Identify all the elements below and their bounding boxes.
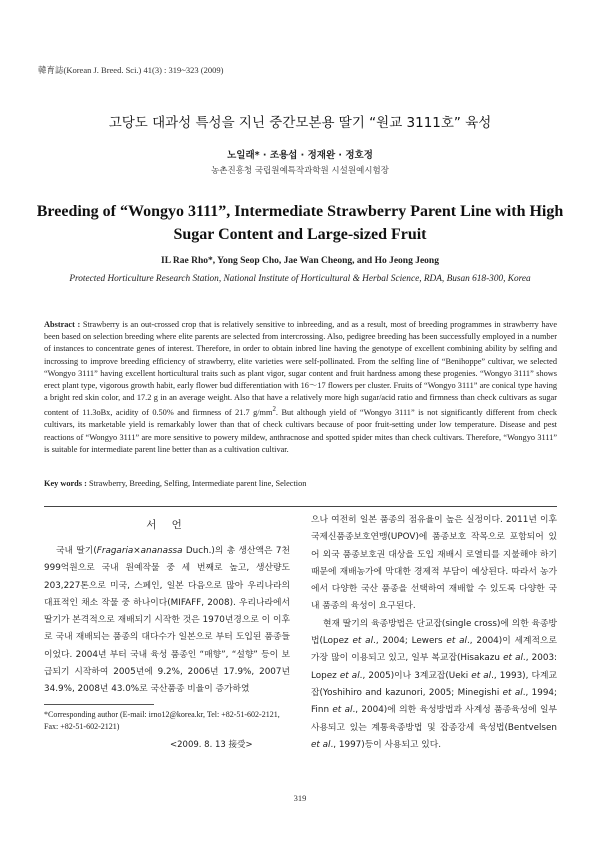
right-text: ., 1994; Finn (311, 687, 557, 716)
et-al: et al (503, 653, 523, 664)
right-column (311, 512, 557, 754)
et-al: et al (352, 636, 374, 647)
keywords-text: Strawberry, Breeding, Selfing, Intermediate parent line, Selection (88, 479, 307, 488)
et-al: et al (502, 687, 523, 698)
right-text: ., 2004; Lewers (373, 636, 447, 647)
et-al: et al (332, 705, 353, 716)
right-paragraph-2 (311, 616, 557, 754)
footnote-rule (44, 704, 154, 705)
journal-citation: 韓育誌(Korean J. Breed. Sci.) 41(3) : 319~323 (2009) (38, 65, 224, 75)
right-paragraph-1: 으나 여전히 일본 품종의 점유율이 높은 실정이다. 2011년 이후 국제신품종보호연맹(UPOV)에 품종보호 작목으로 포함되어 있어 외국 품종보호권 대상을 도입 재배시 로열티를 지불해야 하기 때문에 재배농가에 막대한 경제적 부담이 예상된다. 따라서 농가에서 다양한 국산 품종을 선택하여 재배할 수 있도록 다양한 국내 품종의 육성이 요구된다. (311, 515, 557, 612)
corresponding-author-footnote: *Corresponding author (E-mail: irno12@korea.kr, Tel: +82-51-602-2121, Fax: +82-51-602-2121) (44, 710, 280, 731)
received-date: <2009. 8. 13 接受> (170, 740, 253, 750)
left-column-paragraph (44, 543, 290, 699)
korean-title: 고당도 대과성 특성을 지닌 중간모본용 딸기 “원교 3111호” 육성 (108, 115, 492, 131)
left-text-b: Duch.)의 총 생산액은 7천 999억원으로 국내 원예작물 중 세 번째로 높고, 생산량도 203,227톤으로 미국, 스페인, 일본 다음으로 많아 우리나라의 대표적인 채소 작물 중 하나이다(MIFAFF, 2008). 우리나라에서 딸기가 본격적으로 재배되기 시작한 것은 1970년경으로 이 이후로 국내 재배되는 품종의 대다수가 일본으로 부터 도입된 품종들이었다. 2004년 부터 국내 육성 품종인 “매향”, “설향” 등이 보급되기 시작하여 2005년에 9.2%, 2006년 17.9%, 2007년 34.9%, 2008년 43.0%로 국산품종 비율이 증가하였 (44, 546, 290, 695)
abstract-superscript: 2 (272, 406, 276, 414)
et-al: et al (446, 636, 467, 647)
keywords (44, 479, 557, 488)
english-authors: IL Rae Rho*, Yong Seop Cho, Jae Wan Cheong, and Ho Jeong Jeong (161, 256, 439, 266)
keywords-label: Key words : (44, 479, 87, 488)
page-number: 319 (293, 793, 307, 803)
left-text-a: 국내 딸기( (56, 546, 97, 556)
section-divider (44, 506, 557, 507)
species-name: Fragaria×ananassa (96, 546, 183, 556)
korean-affiliation: 농촌진흥청 국립원예특작과학원 시설원예시험장 (211, 166, 389, 176)
abstract (44, 319, 557, 456)
et-al: et al (339, 670, 360, 681)
right-text: ., 1997)등이 사용되고 있다. (330, 739, 442, 750)
english-affiliation: Protected Horticulture Research Station, National Institute of Horticultural & Herbal Science, RDA, Busan 618-300, Korea (69, 274, 531, 284)
right-text: 현재 딸기의 육종방법은 단교잡(single cross)에 의한 육종방법(Lopez (311, 618, 557, 647)
abstract-label: Abstract : (44, 320, 81, 329)
abstract-text-a: Strawberry is an out-crossed crop that is relatively sensitive to inbreeding, and as a result, most of breeding programmes in strawberry have been based on selection breeding where elite parents are selected from intercrossing. Also, pedigree breeding has been successfully employed in a number of instances to concentrate genes of interest. Therefore, in order to obtain inbred line having the genotype of excellent combining ability by selfing and incrossing to improve breeding efficiency of strawberry, elite varieties were self-pollinated. From the selfing line of “Benihoppe” cultivar, we selected “Wongyo 3111” having excellent horticultural traits such as plant vigor, sugar content and fruit hardness among these progenies. “Wongyo 3111” shows erect plant type, vigorous growth habit, early flower bud differentiation with 16～17 flowers per cluster. Fruits of “Wongyo 3111” are conical type having a bright red skin color, and 17.2 g in an average weight. Also that have a relatively more high sugar/acid ratio and firmness than check cultivars as sugar content of 11.3oBx, acidity of 0.50% and firmness of 21.7 g/mm (44, 320, 557, 418)
right-text: ., 2004)이 세계적으로 가장 많이 이용되고 있고, 일부 복교잡(Hisakazu (311, 636, 557, 664)
right-text: ., 2004)에 의한 육성방법과 사계성 품종육성에 일부 사용되고 있는 계통육종방법 및 잡종강세 육성법(Bentvelsen (311, 705, 558, 733)
right-text: ., 2005)이나 3계교잡(Ueki (359, 670, 472, 681)
right-text: ., 2003: Lopez (311, 653, 558, 681)
abstract-text-b: . But although yield of “Wongyo 3111” is not significantly different from check cultivars, its marketable yield is remarkably lower than that of check cultivars because of poor fruit-setting under low temperature. Disease and pest reactions of “Wongyo 3111” are more sensitive to powery mildew, anthracnose and spotted spider mites than check cultivars. Therefore, “Wongyo 3111” is suitable for intermediate parent line better than as a cultivation cultivar. (44, 408, 557, 454)
et-al: et al (471, 670, 492, 681)
et-al: et al (311, 739, 331, 750)
korean-authors: 노일래* · 조용섭 · 정재완 · 정호정 (227, 150, 373, 161)
english-title: Breeding of “Wongyo 3111”, Intermediate Strawberry Parent Line with High Sugar Content and Large-sized Fruit (36, 203, 564, 243)
section-heading: 서 언 (146, 519, 188, 531)
right-text: ., 1993), 다계교잡(Yoshihiro and kazunori, 2005; Minegishi (311, 670, 557, 698)
